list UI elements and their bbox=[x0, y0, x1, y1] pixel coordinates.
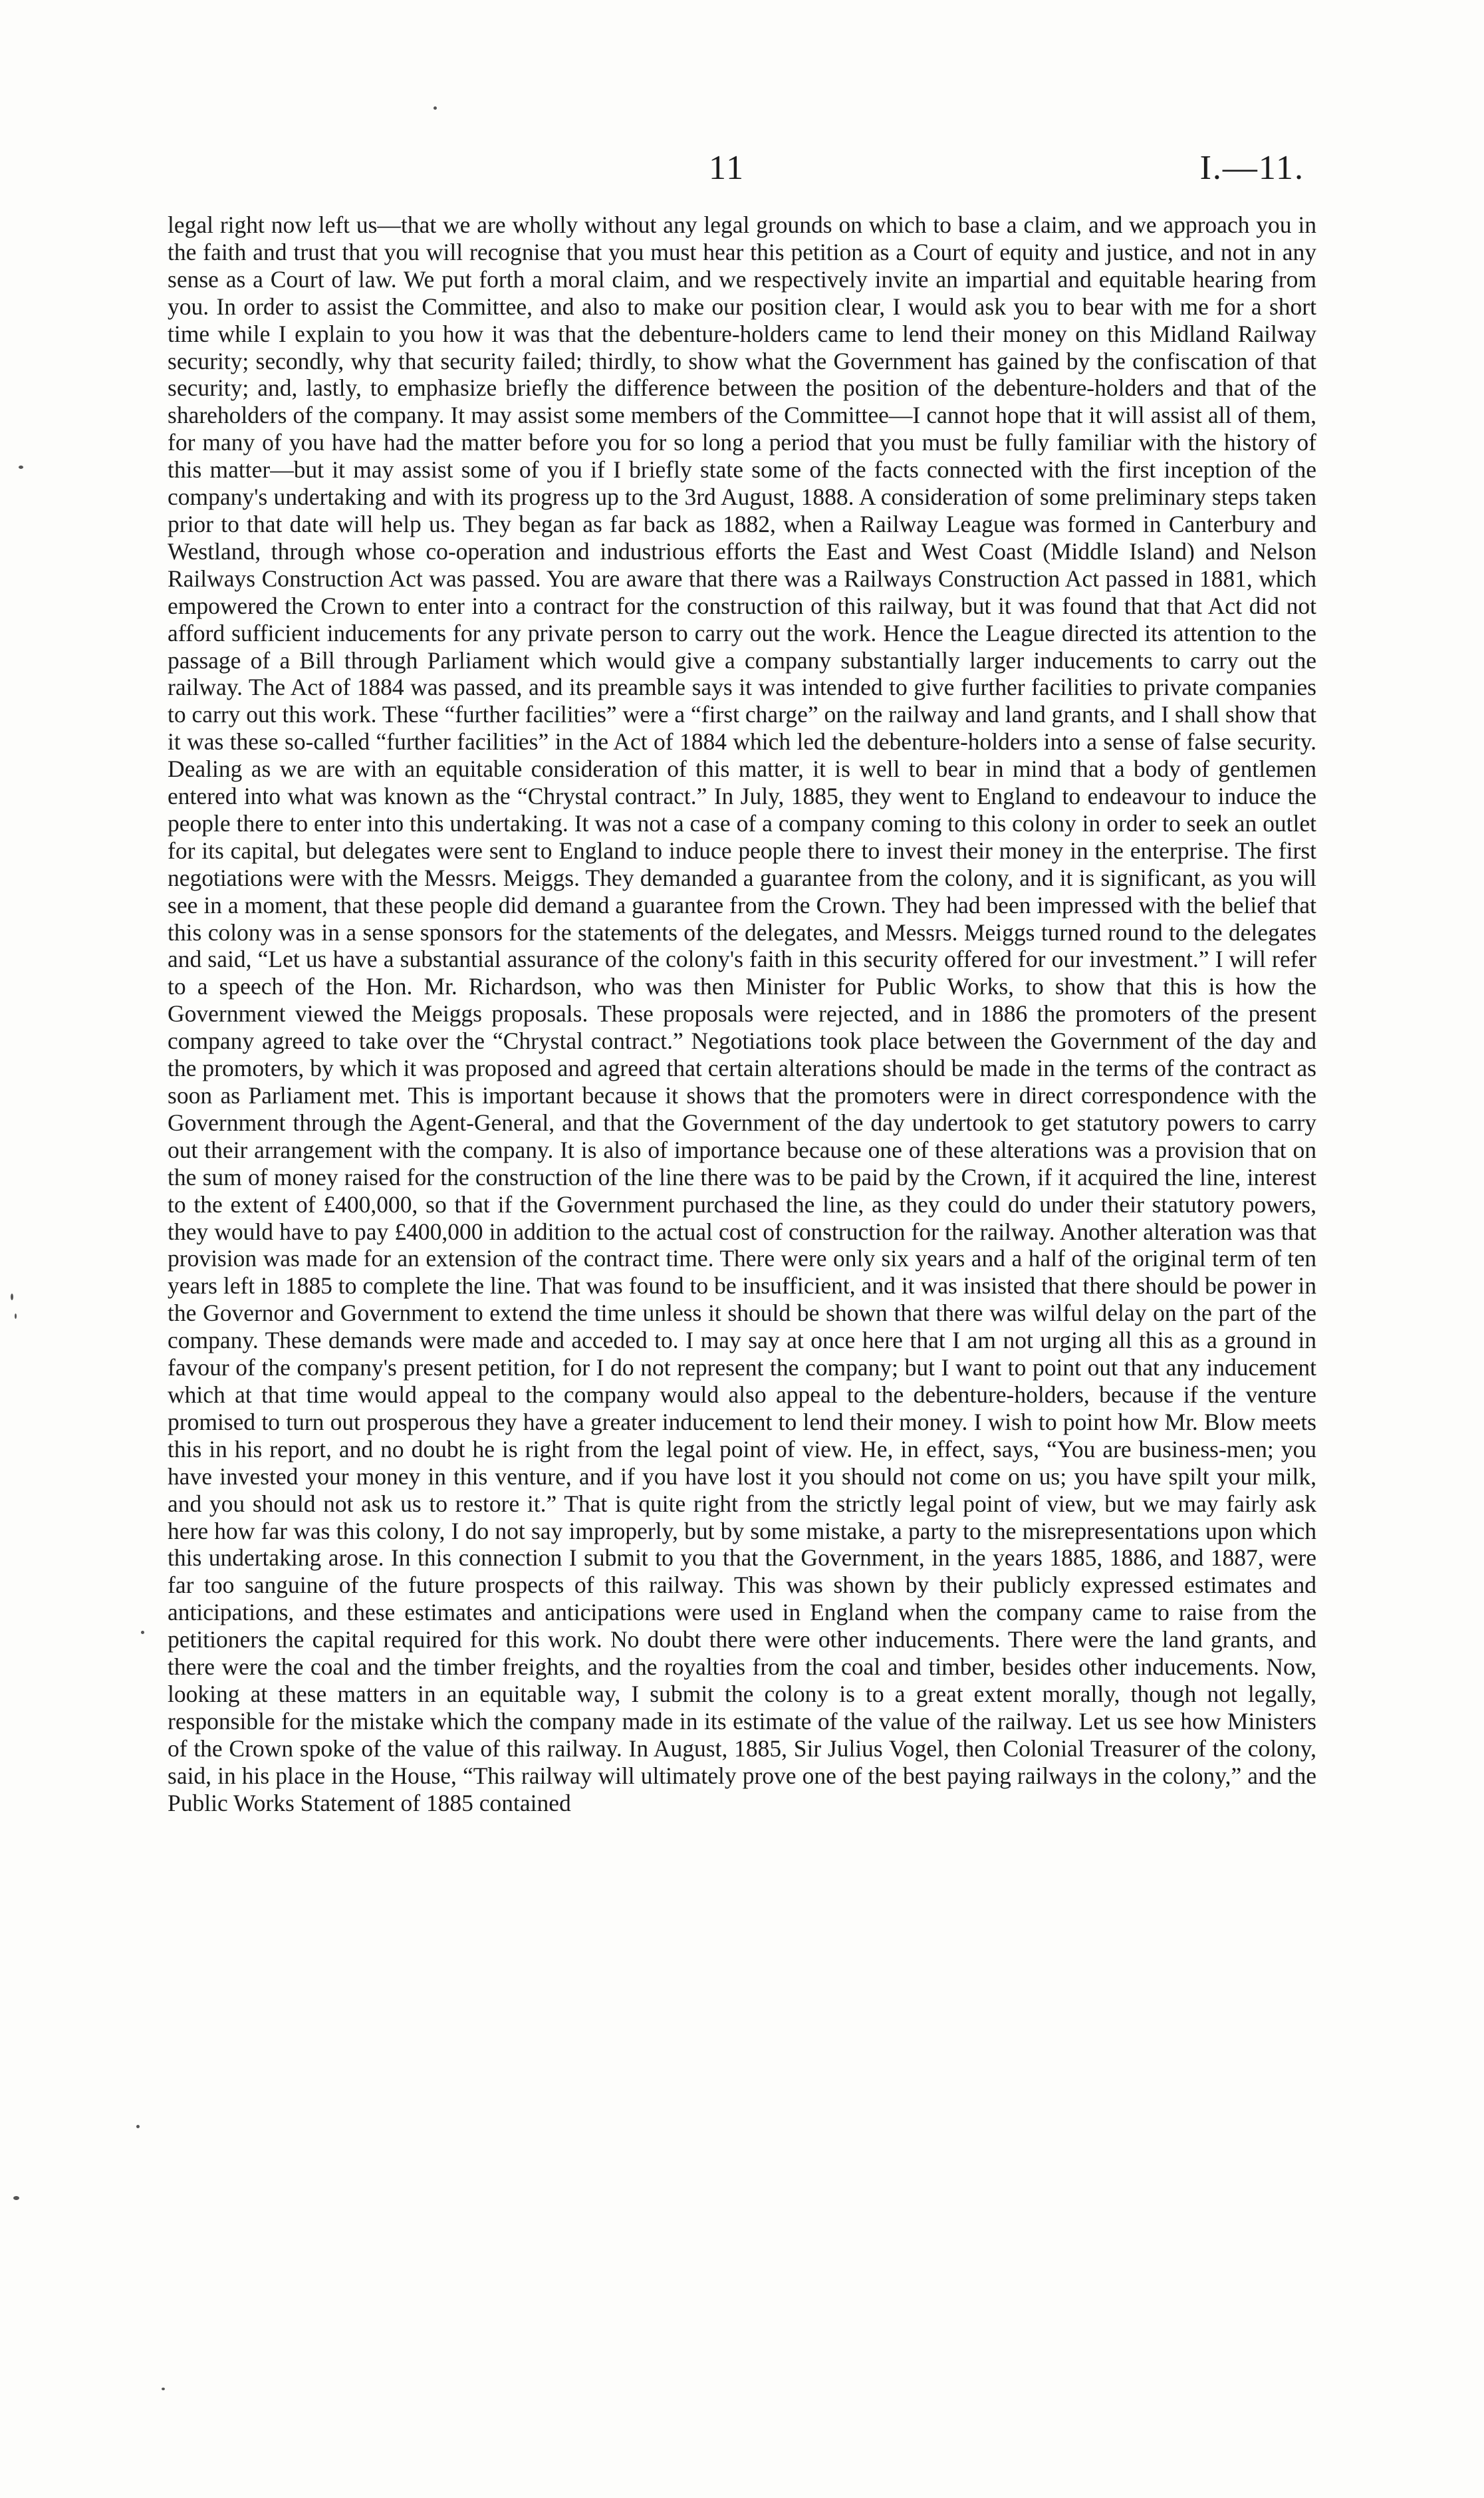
body-paragraph: legal right now left us—that we are wholly without any legal grounds on which to base a claim, and we approach you in the faith and trust that you will recognise that you must hear this petition as a Court of equity and justice, and not in any sense as a Court of law. We put forth a moral claim, and we respectively invite an impartial and equitable hearing from you. In order to assist the Committee, and also to make our position clear, I would ask you to bear with me for a short time while I explain to you how it was that the debenture-holders came to lend their money on this Midland Railway security; secondly, why that security failed; thirdly, to show what the Government has gained by the confiscation of that security; and, lastly, to emphasize briefly the difference between the position of the debenture-holders and that of the shareholders of the company. It may assist some members of the Committee—I cannot hope that it will assist all of them, for many of you have had the matter before you for so long a period that you must be fully familiar with the history of this matter—but it may assist some of you if I briefly state some of the facts connected with the first inception of the company's undertaking and with its progress up to the 3rd August, 1888. A consideration of some preliminary steps taken prior to that date will help us. They began as far back as 1882, when a Railway League was formed in Canterbury and Westland, through whose co-operation and industrious efforts the East and West Coast (Middle Island) and Nelson Railways Construction Act was passed. You are aware that there was a Railways Construction Act passed in 1881, which empowered the Crown to enter into a contract for the construction of this railway, but it was found that that Act did not afford sufficient inducements for any private person to carry out the work. Hence the League directed its attention to the passage of a Bill through Parliament which would give a company substantially larger inducements to carry out the railway. The Act of 1884 was passed, and its preamble says it was intended to give further facilities to private companies to carry out this work. These “further facilities” were a “first charge” on the railway and land grants, and I shall show that it was these so-called “further facilities” in the Act of 1884 which led the debenture-holders into a sense of false security. Dealing as we are with an equitable consideration of this matter, it is well to bear in mind that a body of gentlemen entered into what was known as the “Chrystal contract.” In July, 1885, they went to England to endeavour to induce the people there to enter into this undertaking. It was not a case of a company coming to this colony in order to seek an outlet for its capital, but delegates were sent to England to induce people there to invest their money in the enterprise. The first negotiations were with the Messrs. Meiggs. They demanded a guarantee from the colony, and it is significant, as you will see in a moment, that these people did demand a guarantee from the Crown. They had been impressed with the belief that this colony was in a sense sponsors for the statements of the delegates, and Messrs. Meiggs turned round to the delegates and said, “Let us have a substantial assurance of the colony's faith in this security offered for our investment.” I will refer to a speech of the Hon. Mr. Richardson, who was then Minister for Public Works, to show that this is how the Government viewed the Meiggs proposals. These proposals were rejected, and in 1886 the promoters of the present company agreed to take over the “Chrystal contract.” Negotiations took place between the Government of the day and the promoters, by which it was proposed and agreed that certain alterations should be made in the terms of the contract as soon as Parliament met. This is important because it shows that the promoters were in direct correspondence with the Government through the Agent-General, and that the Government of the day undertook to get statutory powers to carry out their arrangement with the company. It is also of importance because one of these alterations was a provision that on the sum of money raised for the construction of the line there was to be paid by the Crown, if it acquired the line, interest to the extent of £400,000, so that if the Government purchased the line, as they could do under their statutory powers, they would have to pay £400,000 in addition to the actual cost of construction for the railway. Another alteration was that provision was made for an extension of the contract time. There were only six years and a half of the original term of ten years left in 1885 to complete the line. That was found to be insufficient, and it was insisted that there should be power in the Governor and Government to extend the time unless it should be shown that there was wilful delay on the part of the company. These demands were made and acceded to. I may say at once here that I am not urging all this as a ground in favour of the company's present petition, for I do not represent the company; but I want to point out that any inducement which at that time would appeal to the company would also appeal to the debenture-holders, because if the venture promised to turn out prosperous they have a greater inducement to lend their money. I wish to point how Mr. Blow meets this in his report, and no doubt he is right from the legal point of view. He, in effect, says, “You are business-men; you have invested your money in this venture, and if you have lost it you should not come on us; you have spilt your milk, and you should not ask us to restore it.” That is quite right from the strictly legal point of view, but we may fairly ask here how far was this colony, I do not say improperly, but by some mistake, a party to the misrepresentations upon which this undertaking arose. In this connection I submit to you that the Government, in the years 1885, 1886, and 1887, were far too sanguine of the future prospects of this railway. This was shown by their publicly expressed estimates and anticipations, and these estimates and anticipations were used in England when the company came to raise from the petitioners the capital required for this work. No doubt there were other inducements. There were the land grants, and there were the coal and the timber freights, and the royalties from the coal and timber, besides other inducements. Now, looking at these matters in an equitable way, I submit the colony is to a great extent morally, though not legally, responsible for the mistake which the company made in its estimate of the value of the railway. Let us see how Ministers of the Crown spoke of the value of this railway. In August, 1885, Sir Julius Vogel, then Colonial Treasurer of the colony, said, in his place in the House, “This railway will ultimately prove one of the best paying railways in the colony,” and the Public Works Statement of 1885 contained bbox=[168, 211, 1316, 1816]
scan-speck bbox=[11, 1294, 13, 1300]
scan-speck bbox=[13, 2196, 19, 2200]
scan-speck bbox=[15, 1314, 17, 1319]
page-header bbox=[0, 145, 1484, 192]
scan-speck bbox=[433, 106, 437, 110]
scan-speck bbox=[162, 2388, 165, 2390]
scan-speck bbox=[141, 1631, 144, 1634]
body-text bbox=[168, 211, 1316, 1816]
page-reference: I.—11. bbox=[1199, 149, 1304, 187]
scan-speck bbox=[136, 2125, 140, 2128]
scan-speck bbox=[19, 466, 23, 469]
page-number: 11 bbox=[709, 149, 745, 187]
